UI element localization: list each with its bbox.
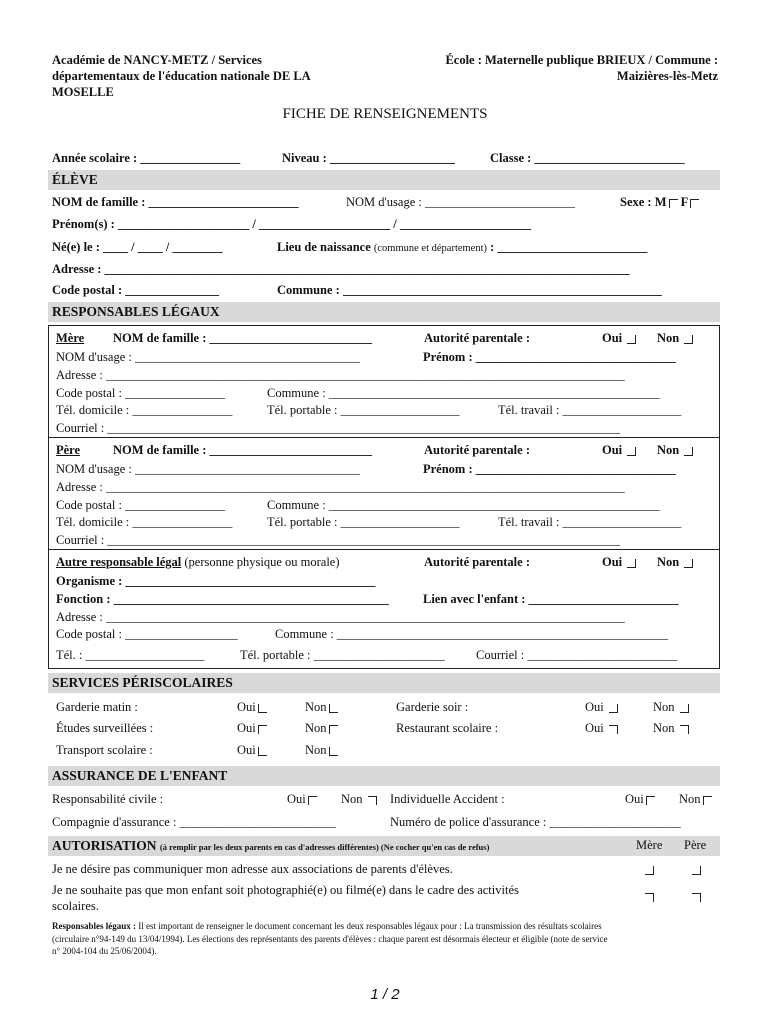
autre-commune-field[interactable]: Commune : _____________________________________________________: [275, 627, 669, 641]
section-periscolaires: SERVICES PÉRISCOLAIRES: [48, 673, 720, 693]
note-line-3: n° 2004-104 du 25/06/2004).: [52, 946, 157, 956]
mere-role-label: Mère: [56, 331, 85, 345]
pere-nom-usage-field[interactable]: NOM d'usage : ____________________________________: [56, 462, 360, 476]
page-title: FICHE DE RENSEIGNEMENTS: [282, 106, 488, 122]
checkbox-icon[interactable]: [684, 335, 693, 344]
mere-autorite-label: Autorité parentale :: [424, 331, 530, 345]
academy-line-3: MOSELLE: [52, 85, 114, 99]
autre-code-postal-field[interactable]: Code postal : __________________: [56, 627, 238, 641]
restaurant-oui[interactable]: Oui: [585, 721, 618, 736]
col-mere-header: Mère: [636, 838, 663, 852]
pere-autorite-oui[interactable]: Oui: [602, 443, 636, 458]
indiv-accident-label: Individuelle Accident :: [390, 792, 505, 806]
autre-autorite-oui[interactable]: Oui: [602, 555, 636, 570]
pere-autorite-non[interactable]: Non: [657, 443, 693, 458]
note-line-1: Responsables légaux : Il est important de renseigner le document concernant les deux responsables légaux pour : La transmission des résultats scolaires: [52, 921, 602, 931]
indiv-accident-non[interactable]: Non: [679, 792, 712, 807]
sexe-f-checkbox[interactable]: [690, 199, 699, 208]
school-line-2: Maizières-lès-Metz: [616, 69, 718, 83]
checkbox-icon[interactable]: [609, 725, 618, 734]
pere-code-postal-field[interactable]: Code postal : ________________: [56, 498, 226, 512]
eleve-nom-usage-field[interactable]: NOM d'usage : ________________________: [346, 195, 575, 209]
classe-field[interactable]: Classe : ________________________: [490, 151, 685, 165]
autre-role-label: Autre responsable légal (personne physique ou morale): [56, 555, 340, 569]
pere-prenom-field[interactable]: Prénom : ________________________________: [423, 462, 676, 476]
checkbox-icon[interactable]: [609, 704, 618, 713]
mere-code-postal-field[interactable]: Code postal : ________________: [56, 386, 226, 400]
mere-commune-field[interactable]: Commune : _____________________________________________________: [267, 386, 661, 400]
garderie-matin-label: Garderie matin :: [56, 700, 138, 714]
school-line-1: École : Maternelle publique BRIEUX / Commune :: [445, 53, 718, 67]
autre-lien-field[interactable]: Lien avec l'enfant : ________________________: [423, 592, 679, 606]
eleve-lieu-naissance-field[interactable]: Lieu de naissance (commune et département) : ________________________: [277, 240, 648, 254]
resp-civile-non[interactable]: Non: [341, 792, 377, 807]
mere-tel-portable-field[interactable]: Tél. portable : ___________________: [267, 403, 460, 417]
checkbox-icon[interactable]: [329, 704, 338, 713]
sexe-label: Sexe : M F: [620, 195, 699, 210]
autre-courriel-field[interactable]: Courriel : ________________________: [476, 648, 678, 662]
col-pere-header: Père: [684, 838, 707, 852]
eleve-adresse-field[interactable]: Adresse : ____________________________________________________________________________________: [52, 262, 630, 276]
autre-adresse-field[interactable]: Adresse : ___________________________________________________________________________________: [56, 610, 625, 624]
transport-non[interactable]: Non: [305, 743, 338, 758]
transport-label: Transport scolaire :: [56, 743, 153, 757]
mere-tel-domicile-field[interactable]: Tél. domicile : ________________: [56, 403, 233, 417]
sexe-m-checkbox[interactable]: [669, 199, 678, 208]
pere-courriel-field[interactable]: Courriel : __________________________________________________________________________________: [56, 533, 620, 547]
pere-autorite-label: Autorité parentale :: [424, 443, 530, 457]
checkbox-icon[interactable]: [308, 796, 317, 805]
item2-mere-checkbox[interactable]: [645, 893, 654, 902]
checkbox-icon[interactable]: [680, 725, 689, 734]
restaurant-label: Restaurant scolaire :: [396, 721, 499, 735]
note-line-2: (circulaire n°94-149 du 13/04/1994). Les élections des représentants des parents d'élèves : chaque parent est désormais électeur et éligible (note de service: [52, 934, 608, 944]
resp-civile-label: Responsabilité civile :: [52, 792, 164, 806]
checkbox-icon[interactable]: [329, 725, 338, 734]
autre-autorite-non[interactable]: Non: [657, 555, 693, 570]
autre-autorite-label: Autorité parentale :: [424, 555, 530, 569]
autre-tel-field[interactable]: Tél. : ___________________: [56, 648, 205, 662]
pere-nom-field[interactable]: NOM de famille : __________________________: [113, 443, 373, 457]
compagnie-field[interactable]: Compagnie d'assurance : _________________________: [52, 815, 336, 829]
etudes-label: Études surveillées :: [56, 721, 154, 735]
annee-scolaire-field[interactable]: Année scolaire : ________________: [52, 151, 241, 165]
eleve-commune-field[interactable]: Commune : ___________________________________________________: [277, 283, 662, 297]
etudes-oui[interactable]: Oui: [237, 721, 267, 736]
pere-role-label: Père: [56, 443, 81, 457]
section-assurance: ASSURANCE DE L'ENFANT: [48, 766, 720, 786]
mere-nom-usage-field[interactable]: NOM d'usage : ____________________________________: [56, 350, 360, 364]
niveau-field[interactable]: Niveau : ____________________: [282, 151, 455, 165]
checkbox-icon[interactable]: [368, 796, 377, 805]
autre-tel-portable-field[interactable]: Tél. portable : _____________________: [240, 648, 445, 662]
checkbox-icon[interactable]: [684, 559, 693, 568]
pere-adresse-field[interactable]: Adresse : ___________________________________________________________________________________: [56, 480, 625, 494]
checkbox-icon[interactable]: [627, 447, 636, 456]
garderie-soir-non[interactable]: Non: [653, 700, 689, 715]
mere-nom-field[interactable]: NOM de famille : __________________________: [113, 331, 373, 345]
mere-autorite-non[interactable]: Non: [657, 331, 693, 346]
garderie-matin-non[interactable]: Non: [305, 700, 338, 715]
autre-fonction-field[interactable]: Fonction : ____________________________________________: [56, 592, 389, 606]
resp-civile-oui[interactable]: Oui: [287, 792, 317, 807]
mere-courriel-field[interactable]: Courriel : __________________________________________________________________________________: [56, 421, 620, 435]
academy-line-1: Académie de NANCY-METZ / Services: [52, 53, 262, 67]
checkbox-icon[interactable]: [258, 725, 267, 734]
checkbox-icon[interactable]: [703, 796, 712, 805]
checkbox-icon[interactable]: [627, 335, 636, 344]
garderie-soir-label: Garderie soir :: [396, 700, 469, 714]
checkbox-icon[interactable]: [329, 747, 338, 756]
checkbox-icon[interactable]: [680, 704, 689, 713]
garderie-matin-oui[interactable]: Oui: [237, 700, 267, 715]
checkbox-icon[interactable]: [258, 747, 267, 756]
item1-pere-checkbox[interactable]: [692, 866, 701, 875]
garderie-soir-oui[interactable]: Oui: [585, 700, 618, 715]
page-number: 1 / 2: [370, 986, 400, 1003]
eleve-date-naissance-field[interactable]: Né(e) le : ____ / ____ / ________: [52, 240, 223, 254]
eleve-code-postal-field[interactable]: Code postal : _______________: [52, 283, 220, 297]
pere-tel-domicile-field[interactable]: Tél. domicile : ________________: [56, 515, 233, 529]
autre-organisme-field[interactable]: Organisme : ________________________________________: [56, 574, 376, 588]
mere-tel-travail-field[interactable]: Tél. travail : ___________________: [498, 403, 682, 417]
etudes-non[interactable]: Non: [305, 721, 338, 736]
pere-tel-travail-field[interactable]: Tél. travail : ___________________: [498, 515, 682, 529]
autorisation-item-2-line-2: scolaires.: [52, 899, 99, 913]
checkbox-icon[interactable]: [684, 447, 693, 456]
section-responsables: RESPONSABLES LÉGAUX: [48, 302, 720, 322]
mere-autorite-oui[interactable]: Oui: [602, 331, 636, 346]
indiv-accident-oui[interactable]: Oui: [625, 792, 655, 807]
pere-tel-portable-field[interactable]: Tél. portable : ___________________: [267, 515, 460, 529]
mere-adresse-field[interactable]: Adresse : ___________________________________________________________________________________: [56, 368, 625, 382]
numero-police-field[interactable]: Numéro de police d'assurance : _____________________: [390, 815, 681, 829]
checkbox-icon[interactable]: [627, 559, 636, 568]
restaurant-non[interactable]: Non: [653, 721, 689, 736]
academy-line-2: départementaux de l'éducation nationale DE LA: [52, 69, 311, 83]
eleve-prenom-field[interactable]: Prénom(s) : _____________________ / _____________________ / _____________________: [52, 217, 532, 231]
transport-oui[interactable]: Oui: [237, 743, 267, 758]
eleve-nom-field[interactable]: NOM de famille : ________________________: [52, 195, 299, 209]
autorisation-item-2-line-1: Je ne souhaite pas que mon enfant soit photographié(e) ou filmé(e) dans le cadre des activités: [52, 883, 519, 897]
item2-pere-checkbox[interactable]: [692, 893, 701, 902]
autorisation-item-1: Je ne désire pas communiquer mon adresse aux associations de parents d'élèves.: [52, 862, 453, 876]
checkbox-icon[interactable]: [258, 704, 267, 713]
item1-mere-checkbox[interactable]: [645, 866, 654, 875]
section-autorisation: AUTORISATION (à remplir par les deux parents en cas d'adresses différentes) (Ne cocher qu'en cas de refus): [48, 836, 720, 856]
checkbox-icon[interactable]: [646, 796, 655, 805]
section-eleve: ÉLÈVE: [48, 170, 720, 190]
mere-prenom-field[interactable]: Prénom : ________________________________: [423, 350, 676, 364]
pere-commune-field[interactable]: Commune : _____________________________________________________: [267, 498, 661, 512]
